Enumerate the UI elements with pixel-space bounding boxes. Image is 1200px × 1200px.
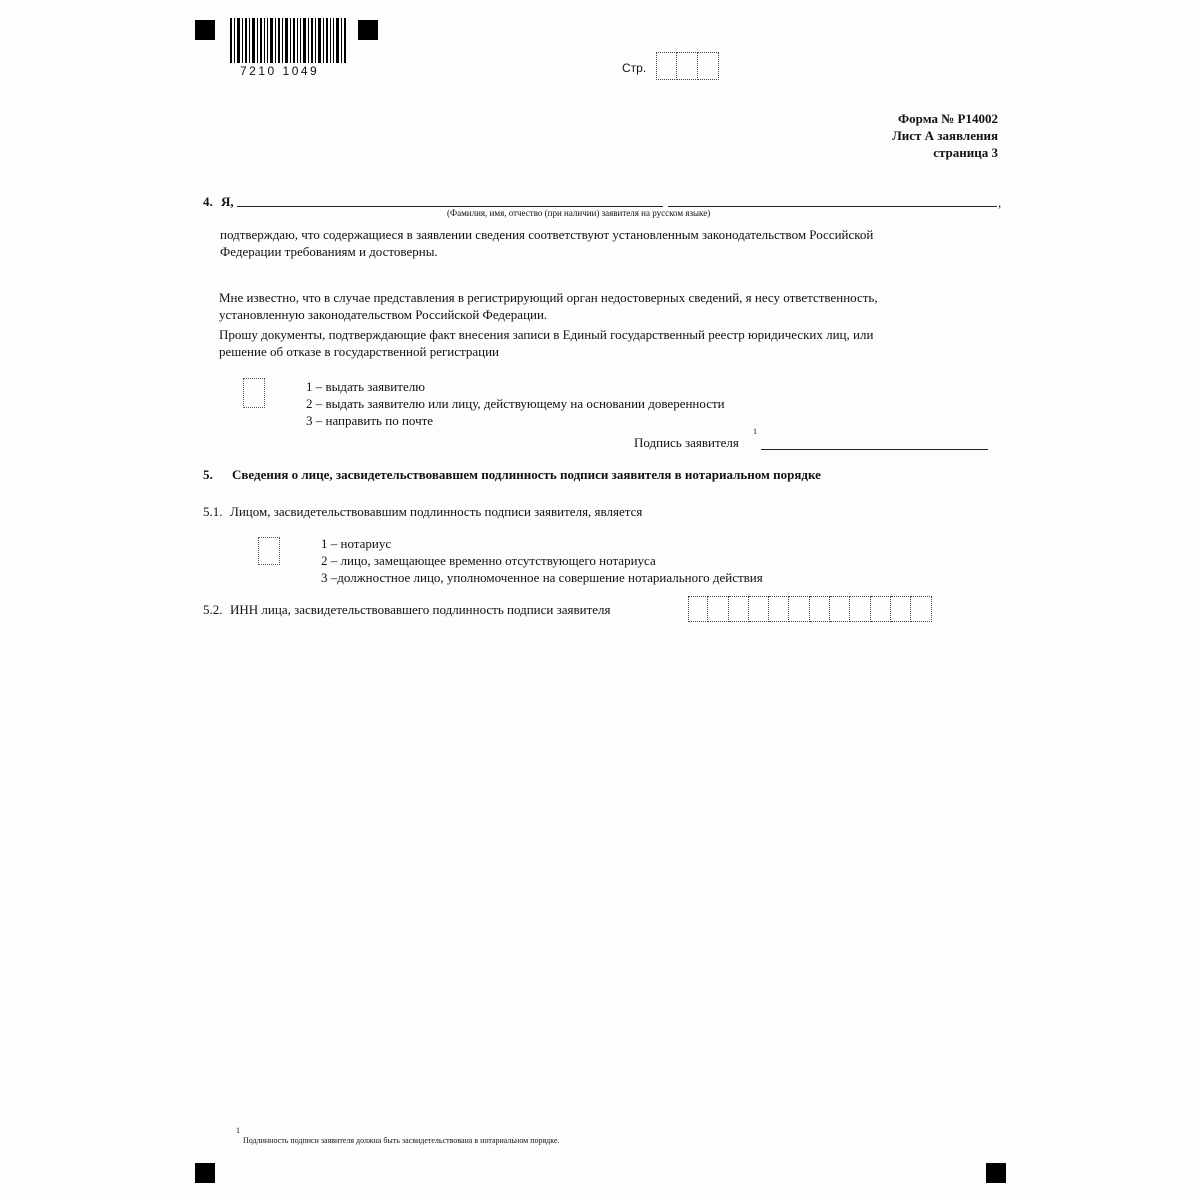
footnote-mark: 1 [236,1126,240,1135]
form-heading [892,110,998,161]
request-text-line-1: Прошу документы, подтверждающие факт внесения записи в Единый государственный реестр юридических лиц, или [219,327,874,342]
certifier-option-3: 3 –должностное лицо, уполномоченное на совершение нотариального действия [321,570,763,585]
aware-text-line-2: установленную законодательством Российской Федерации. [219,307,548,322]
delivery-option-3: 3 – направить по почте [306,413,434,428]
applicant-signature-line[interactable] [761,436,988,450]
form-number: Форма № Р14002 [898,111,998,126]
item-5-1-text: Лицом, засвидетельствовавшим подлинность подписи заявителя, является [230,504,643,519]
page-label: страница 3 [933,145,998,160]
delivery-method-checkbox[interactable] [243,378,265,408]
page-number-label: Стр. [622,61,647,75]
applicant-name-caption: (Фамилия, имя, отчество (при наличии) заявителя на русском языке) [447,208,711,218]
aware-text-line-1: Мне известно, что в случае представления в регистрирующий орган недостоверных сведений, я несу ответственность, [219,290,878,305]
certifier-inn-cells[interactable] [688,596,932,622]
page-number-cells[interactable] [656,52,719,80]
registration-marker-bottom-right [986,1163,1006,1183]
registration-marker-bottom-left [195,1163,215,1183]
section-4-number: 4. [203,194,213,209]
certifier-option-1: 1 – нотариус [321,536,392,551]
section-5-title: Сведения о лице, засвидетельствовавшем подлинность подписи заявителя в нотариальном порядке [232,467,821,482]
footnote-text: Подлинность подписи заявителя должна быть засвидетельствована в нотариальном порядке. [243,1136,560,1145]
item-5-1-number: 5.1. [203,504,223,519]
registration-marker-top-right [358,20,378,40]
section-5-number: 5. [203,467,213,482]
certifier-type-checkbox[interactable] [258,537,280,565]
confirm-text-line-1: подтверждаю, что содержащиеся в заявлении сведения соответствуют установленным законодательством Российской [220,227,874,242]
barcode-number: 7210 1049 [240,64,320,78]
delivery-option-2: 2 – выдать заявителю или лицу, действующему на основании доверенности [306,396,725,411]
applicant-i-label: Я, [221,194,234,209]
item-5-2-number: 5.2. [203,602,223,617]
applicant-name-field[interactable] [237,194,663,207]
barcode [230,18,348,63]
signature-label: Подпись заявителя [634,435,739,450]
request-text-line-2: решение об отказе в государственной регистрации [219,344,500,359]
signature-footnote-mark: 1 [753,427,757,436]
applicant-name-trailing-comma: , [998,195,1002,210]
confirm-text-line-2: Федерации требованиям и достоверны. [220,244,438,259]
certifier-option-2: 2 – лицо, замещающее временно отсутствующего нотариуса [321,553,656,568]
item-5-2-text: ИНН лица, засвидетельствовавшего подлинность подписи заявителя [230,602,611,617]
delivery-option-1: 1 – выдать заявителю [306,379,425,394]
sheet-label: Лист А заявления [892,128,998,143]
applicant-name-field-continued[interactable] [668,194,997,207]
registration-marker-top-left [195,20,215,40]
